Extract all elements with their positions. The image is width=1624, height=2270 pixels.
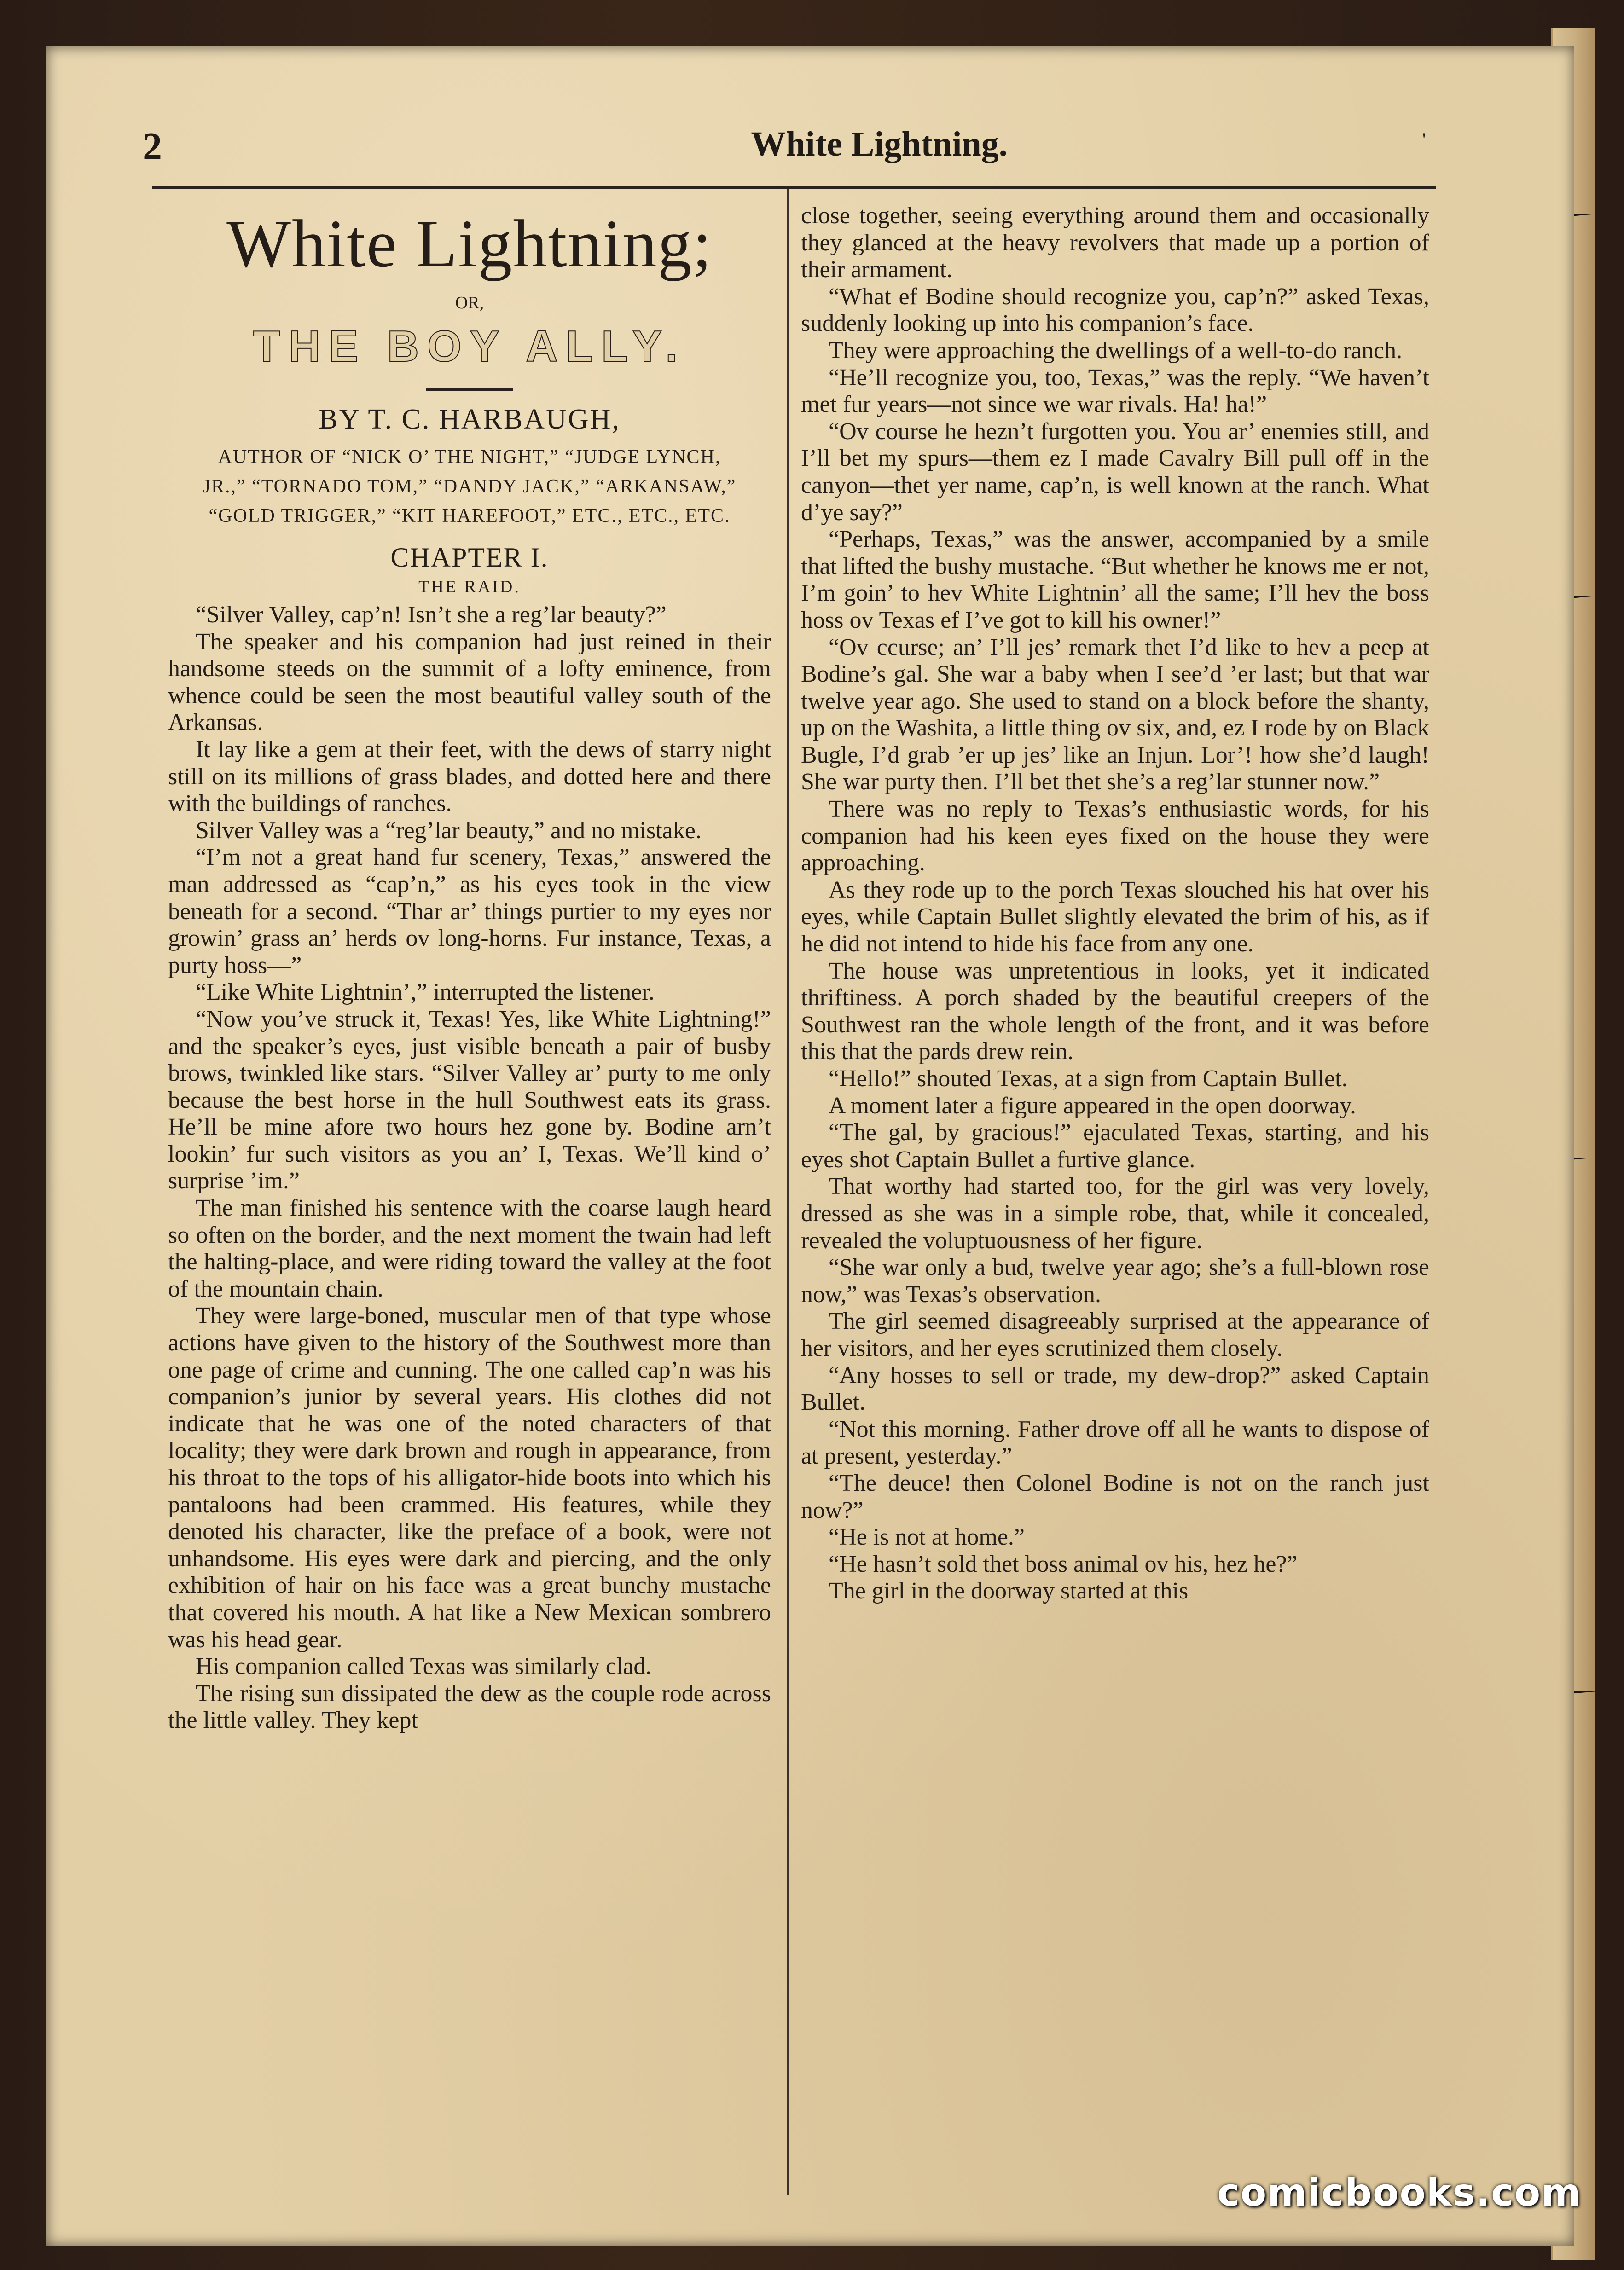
paragraph: As they rode up to the porch Texas slouched his hat over his eyes, while Captain Bullet slightly elevated the brim of his, as if he did not intend to hide his face from any one. (801, 876, 1429, 957)
paragraph: The speaker and his companion had just reined in their handsome steeds on the summit of a lofty eminence, from whence could be seen the most beautiful valley south of the Arkansas. (168, 628, 771, 736)
author-credits: AUTHOR OF “NICK O’ THE NIGHT,” “JUDGE LYNCH, JR.,” “TORNADO TOM,” “DANDY JACK,” “ARKANSAW,” “GOLD TRIGGER,” “KIT HAREFOOT,” ETC., ETC., ETC. (203, 446, 737, 527)
paragraph: “The gal, by gracious!” ejaculated Texas, starting, and his eyes shot Captain Bullet a furtive glance. (801, 1119, 1429, 1173)
paragraph: “I’m not a great hand fur scenery, Texas,” answered the man addressed as “cap’n,” as his eyes took in the view beneath for a second. “Thar ar’ things purtier to my eyes nor growin’ grass an’ herds ov long-horns. Fur instance, Texas, a purty hoss—” (168, 844, 771, 979)
paragraph: “Silver Valley, cap’n! Isn’t she a reg’lar beauty?” (196, 602, 667, 628)
paragraph: “Ov course he hezn’t furgotten you. You ar’ enemies still, and I’ll bet my spurs—them ez I made Cavalry Bill pull off in the canyon—thet yer name, cap’n, is well known at the ranch. What d’ye say?” (801, 418, 1429, 526)
paragraph: The girl seemed disagreeably surprised at the appearance of her visitors, and her eyes scrutinized them closely. (801, 1308, 1429, 1361)
column-divider (787, 189, 789, 2195)
paragraph: “Ov ccurse; an’ I’ll jes’ remark thet I’d like to hev a peep at Bodine’s gal. She war a baby when I see’d ’er last; but that war twelve year ago. She used to stand on a block before the shanty, up on the Washita, a little thing ov six, and, ez I rode by on Black Bugle, I’d grab ’er up jes’ like an Injun. Lor’! how she’d laugh! She war purty then. I’ll bet thet she’s a reg’lar stunner now.” (801, 634, 1429, 795)
paragraph: A moment later a figure appeared in the open doorway. (829, 1092, 1356, 1119)
running-title: White Lightning. (751, 125, 1008, 163)
right-column (801, 203, 1429, 1605)
or-line: OR, (455, 293, 484, 313)
paragraph: The rising sun dissipated the dew as the couple rode across the little valley. They kept (168, 1680, 771, 1734)
watermark: comicbooks.com (1217, 2171, 1582, 2215)
story-subtitle: THE BOY ALLY. (253, 322, 686, 371)
left-column (168, 193, 771, 1734)
paragraph: “Perhaps, Texas,” was the answer, accompanied by a smile that lifted the bushy mustache. “But whether he knows me er not, I’m goin’ to hev White Lightnin’ all the same; I’ll hev the boss hoss ov Texas ef I’ve got to kill his owner!” (801, 526, 1429, 633)
header-rule (152, 186, 1436, 189)
paragraph: It lay like a gem at their feet, with the dews of starry night still on its millions of grass blades, and dotted here and there with the buildings of ranches. (168, 736, 771, 817)
chapter-subtitle: THE RAID. (418, 577, 521, 596)
paragraph: “Not this morning. Father drove off all he wants to dispose of at present, yesterday.” (801, 1416, 1429, 1470)
paragraph: They were large-boned, muscular men of that type whose actions have given to the history of the Southwest more than one page of crime and cunning. The one called cap’n was his companion’s junior by several years. His clothes did not indicate that he was one of the noted characters of that locality; they were dark brown and rough in appearance, from his throat to the tops of his alligator-hide boots into which his pantaloons had been crammed. His features, while they denoted his character, like the preface of a book, were not unhandsome. His eyes were dark and piercing, and the only exhibition of hair on his face was a great bunchy mustache that covered his mouth. A hat like a New Mexican sombrero was his head gear. (168, 1303, 771, 1653)
paragraph: The man finished his sentence with the coarse laugh heard so often on the border, and the next moment the twain had left the halting-place, and were riding toward the valley at the foot of the mountain chain. (168, 1195, 771, 1302)
paragraph: His companion called Texas was similarly clad. (196, 1653, 652, 1680)
paragraph: The house was unpretentious in looks, yet it indicated thriftiness. A porch shaded by the beautiful creepers of the Southwest ran the whole length of the front, and it was before this that the pards drew rein. (801, 957, 1429, 1065)
paragraph: “Hello!” shouted Texas, at a sign from Captain Bullet. (829, 1066, 1348, 1092)
paragraph: There was no reply to Texas’s enthusiastic words, for his companion had his keen eyes fixed on the house they were approaching. (801, 796, 1429, 876)
story-title: White Lightning; (226, 206, 713, 282)
page-number: 2 (143, 125, 162, 168)
running-head-mark: ' (1422, 129, 1426, 150)
paragraph: “He is not at home.” (829, 1524, 1025, 1551)
title-rule (426, 388, 513, 391)
paragraph: close together, seeing everything around them and occasionally they glanced at the heavy revolvers that made up a portion of their armament. (801, 203, 1429, 283)
paragraph: “Like White Lightnin’,” interrupted the listener. (196, 979, 655, 1006)
paragraph: “What ef Bodine should recognize you, cap’n?” asked Texas, suddenly looking up into his companion’s face. (801, 283, 1429, 337)
paragraph: Silver Valley was a “reg’lar beauty,” and no mistake. (196, 817, 702, 844)
byline: BY T. C. HARBAUGH, (319, 404, 621, 435)
paragraph: That worthy had started too, for the girl was very lovely, dressed as she was in a simple robe, that, while it concealed, revealed the voluptuousness of her figure. (801, 1173, 1429, 1254)
paragraph: “He hasn’t sold thet boss animal ov his, hez he?” (829, 1551, 1298, 1577)
paragraph: “He’ll recognize you, too, Texas,” was the reply. “We haven’t met fur years—not since we war rivals. Ha! ha!” (801, 364, 1429, 418)
running-head (143, 124, 1432, 175)
chapter-title: CHAPTER I. (390, 542, 549, 573)
paragraph: “Any hosses to sell or trade, my dew-drop?” asked Captain Bullet. (801, 1362, 1429, 1416)
paragraph: They were approaching the dwellings of a well-to-do ranch. (829, 337, 1403, 364)
paragraph: “Now you’ve struck it, Texas! Yes, like White Lightning!” and the speaker’s eyes, just visible beneath a pair of busby brows, twinkled like stars. “Silver Valley ar’ purty to me only because the best horse in the hull Southwest eats its grass. He’ll be mine afore two hours hez gone by. Bodine arn’t lookin’ fur such visitors as you an’ I, Texas. We’ll kind o’ surprise ’im.” (168, 1006, 771, 1194)
paragraph: The girl in the doorway started at this (829, 1578, 1189, 1604)
paragraph: “She war only a bud, twelve year ago; she’s a full-blown rose now,” was Texas’s observation. (801, 1254, 1429, 1308)
paragraph: “The deuce! then Colonel Bodine is not on the ranch just now?” (801, 1470, 1429, 1523)
